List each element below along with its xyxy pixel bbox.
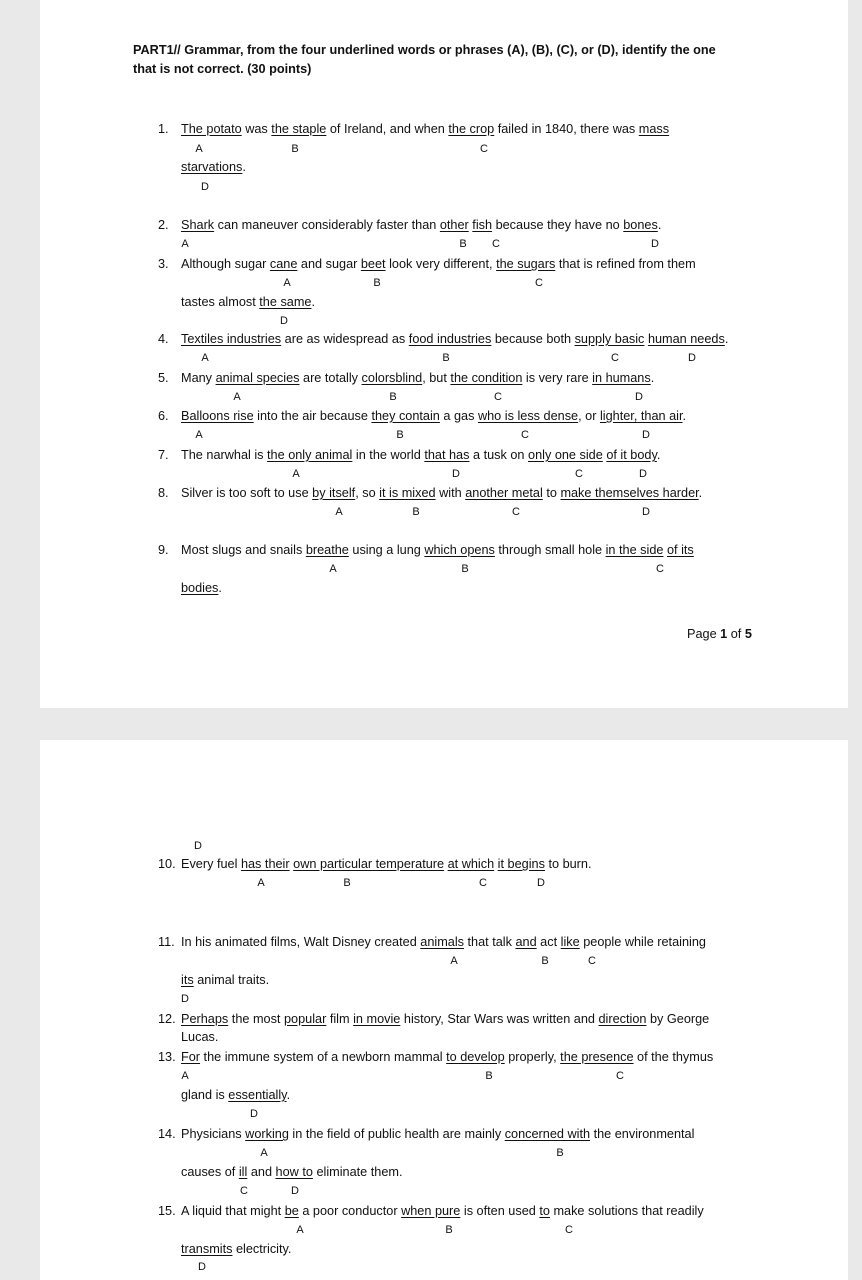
q3-label-b: B bbox=[373, 277, 381, 289]
question-12-text-line2: Lucas. bbox=[181, 1030, 219, 1044]
q7-label-c: C bbox=[575, 468, 583, 480]
q4-option-a: Textiles industries bbox=[181, 332, 282, 346]
q13-label-d: D bbox=[250, 1108, 258, 1120]
q13-option-b: to develop bbox=[446, 1050, 505, 1064]
q14-option-a: working bbox=[245, 1127, 289, 1141]
question-number-8: 8. bbox=[158, 486, 169, 500]
question-15-text: A liquid that might be a poor conductor when pure is often used to make solutions that readily bbox=[181, 1204, 704, 1218]
question-8-text: Silver is too soft to use by itself, so it is mixed with another metal to make themselves harder. bbox=[181, 486, 703, 500]
q9-label-b: B bbox=[461, 563, 469, 575]
q10-label-d: D bbox=[537, 877, 545, 889]
q9-label-a: A bbox=[329, 563, 337, 575]
question-number-6: 6. bbox=[158, 409, 169, 423]
q13-label-c: C bbox=[616, 1070, 624, 1082]
q14-option-d: how to bbox=[275, 1165, 313, 1179]
q9-option-d: bodies bbox=[181, 581, 219, 595]
q11-label-c: C bbox=[588, 955, 596, 967]
page-number: Page 1 of 5 bbox=[687, 627, 752, 641]
q13-label-a: A bbox=[181, 1070, 189, 1082]
q15-option-d: transmits bbox=[181, 1242, 233, 1256]
q15-label-c: C bbox=[565, 1224, 573, 1236]
question-number-2: 2. bbox=[158, 218, 169, 232]
q4-label-c: C bbox=[611, 352, 619, 364]
question-6-text: Balloons rise into the air because they contain a gas who is less dense, or lighter, than air. bbox=[181, 409, 687, 423]
question-number-3: 3. bbox=[158, 257, 169, 271]
question-1-text: The potato was the staple of Ireland, and when the crop failed in 1840, there was mass bbox=[181, 122, 670, 136]
q5-label-d: D bbox=[635, 391, 643, 403]
instructions-heading: PART1// Grammar, from the four underlined words or phrases (A), (B), (C), or (D), identify the one bbox=[133, 43, 716, 57]
q8-label-d: D bbox=[642, 506, 650, 518]
q8-label-c: C bbox=[512, 506, 520, 518]
q15-option-b: when pure bbox=[401, 1204, 461, 1218]
q12-option-a: Perhaps bbox=[181, 1012, 229, 1026]
question-3-text: Although sugar cane and sugar beet look very different, the sugars that is refined from them bbox=[181, 257, 696, 271]
q10-label-c: C bbox=[479, 877, 487, 889]
q9-option-a: breathe bbox=[305, 543, 349, 557]
q9-label-c: C bbox=[656, 563, 664, 575]
q4-option-b: food industries bbox=[408, 332, 492, 346]
question-number-1: 1. bbox=[158, 122, 169, 136]
q7-option-d: of it body bbox=[606, 448, 657, 462]
question-number-11: 11. bbox=[158, 935, 175, 949]
question-1-text-line2: starvations. bbox=[181, 160, 246, 174]
q1-label-c: C bbox=[480, 143, 488, 155]
q5-label-a: A bbox=[233, 391, 241, 403]
q8-label-a: A bbox=[335, 506, 343, 518]
q10-option-a: has their bbox=[240, 857, 290, 871]
q4-label-b: B bbox=[442, 352, 450, 364]
q14-label-b: B bbox=[556, 1147, 564, 1159]
q9-option-c: in the side bbox=[605, 543, 664, 557]
question-4-text: Textiles industries are as widespread as food industries because both supply basic human needs. bbox=[181, 332, 729, 346]
q3-label-c: C bbox=[535, 277, 543, 289]
q10-option-d: it begins bbox=[497, 857, 545, 871]
document-page-2 bbox=[40, 740, 848, 1280]
q6-label-d: D bbox=[642, 429, 650, 441]
instructions-heading-line2: that is not correct. (30 points) bbox=[133, 62, 312, 76]
q13-label-b: B bbox=[485, 1070, 493, 1082]
q2-label-b: B bbox=[459, 238, 467, 250]
q4-label-d: D bbox=[688, 352, 696, 364]
q2-label-d: D bbox=[651, 238, 659, 250]
q7-option-b: that has bbox=[424, 448, 470, 462]
question-9-text-line2: bodies. bbox=[181, 581, 222, 595]
question-number-12: 12. bbox=[158, 1012, 176, 1026]
q1-option-d: starvations bbox=[181, 160, 243, 174]
q11-label-a: A bbox=[450, 955, 458, 967]
q1-option-a: The potato bbox=[181, 122, 242, 136]
question-3-text-line2: tastes almost the same. bbox=[181, 295, 315, 309]
q8-option-c: another metal bbox=[465, 486, 543, 500]
q14-option-c: ill bbox=[238, 1165, 248, 1179]
q13-option-d: essentially bbox=[228, 1088, 287, 1102]
q15-option-c: to bbox=[539, 1204, 550, 1218]
question-10-text: Every fuel has their own particular temperature at which it begins to burn. bbox=[181, 857, 592, 871]
q1-label-d: D bbox=[201, 181, 209, 193]
q1-option-b: the staple bbox=[271, 122, 327, 136]
q15-label-d: D bbox=[198, 1261, 206, 1273]
question-9-text: Most slugs and snails breathe using a lung which opens through small hole in the side of its bbox=[181, 543, 694, 557]
q7-label-a: A bbox=[292, 468, 300, 480]
question-14-text-line2: causes of ill and how to eliminate them. bbox=[181, 1165, 403, 1179]
document-page-1 bbox=[40, 0, 848, 708]
q3-label-d: D bbox=[280, 315, 288, 327]
q14-label-c: C bbox=[240, 1185, 248, 1197]
q14-label-a: A bbox=[260, 1147, 268, 1159]
q11-option-b: and bbox=[515, 935, 537, 949]
q8-option-d: make themselves harder bbox=[560, 486, 699, 500]
q2-option-d: bones bbox=[623, 218, 658, 232]
q1-label-b: B bbox=[291, 143, 299, 155]
q5-option-d: in humans bbox=[592, 371, 651, 385]
q8-option-a: by itself bbox=[312, 486, 356, 500]
q6-option-c: who is less dense bbox=[477, 409, 579, 423]
q3-option-a: cane bbox=[269, 257, 298, 271]
q5-option-b: colorsblind bbox=[361, 371, 423, 385]
q13-option-c: the presence bbox=[560, 1050, 634, 1064]
q4-label-a: A bbox=[201, 352, 209, 364]
q7-option-c: only one side bbox=[528, 448, 603, 462]
question-number-14: 14. bbox=[158, 1127, 176, 1141]
q13-option-a: For bbox=[181, 1050, 201, 1064]
q12-option-c: in movie bbox=[353, 1012, 401, 1026]
q11-label-d: D bbox=[181, 993, 189, 1005]
q10-option-b: own particular temperature bbox=[293, 857, 445, 871]
question-number-4: 4. bbox=[158, 332, 169, 346]
q9-option-d-part1: of its bbox=[666, 543, 694, 557]
q2-label-a: A bbox=[181, 238, 189, 250]
q4-option-d: human needs bbox=[647, 332, 725, 346]
q5-option-a: animal species bbox=[215, 371, 300, 385]
q11-option-c: like bbox=[560, 935, 580, 949]
question-13-text-line2: gland is essentially. bbox=[181, 1088, 291, 1102]
question-12-text: Perhaps the most popular film in movie history, Star Wars was written and direction by George bbox=[181, 1012, 710, 1026]
q7-label-d-first: D bbox=[452, 468, 460, 480]
q5-option-c: the condition bbox=[450, 371, 523, 385]
q6-option-b: they contain bbox=[371, 409, 440, 423]
q1-option-c: the crop bbox=[448, 122, 495, 136]
q5-label-b: B bbox=[389, 391, 397, 403]
q6-option-d: lighter, than air bbox=[599, 409, 683, 423]
q3-option-b: beet bbox=[360, 257, 386, 271]
q11-option-a: animals bbox=[420, 935, 464, 949]
q4-option-c: supply basic bbox=[574, 332, 645, 346]
question-5-text: Many animal species are totally colorsblind, but the condition is very rare in humans. bbox=[181, 371, 655, 385]
question-2-text: Shark can maneuver considerably faster than other fish because they have no bones. bbox=[181, 218, 662, 232]
question-number-10: 10. bbox=[158, 857, 176, 871]
q8-option-b: it is mixed bbox=[379, 486, 436, 500]
question-11-text: In his animated films, Walt Disney created animals that talk and act like people while retaining bbox=[181, 935, 706, 949]
q1-label-a: A bbox=[195, 143, 203, 155]
question-11-text-line2: its animal traits. bbox=[181, 973, 270, 987]
q3-option-d: the same bbox=[259, 295, 312, 309]
q15-label-b: B bbox=[445, 1224, 453, 1236]
q11-label-b: B bbox=[541, 955, 549, 967]
q3-label-a: A bbox=[283, 277, 291, 289]
q2-option-c: fish bbox=[472, 218, 493, 232]
q5-label-c: C bbox=[494, 391, 502, 403]
q6-label-b: B bbox=[396, 429, 404, 441]
q6-label-c: C bbox=[521, 429, 529, 441]
q12-option-b: popular bbox=[283, 1012, 327, 1026]
question-13-text: For the immune system of a newborn mammal to develop properly, the presence of the thymus bbox=[181, 1050, 714, 1064]
question-number-15: 15. bbox=[158, 1204, 176, 1218]
q6-option-a: Balloons rise bbox=[181, 409, 254, 423]
q6-label-a: A bbox=[195, 429, 203, 441]
q7-label-d: D bbox=[639, 468, 647, 480]
q10-label-a: A bbox=[257, 877, 265, 889]
q12-option-d: direction bbox=[598, 1012, 647, 1026]
q14-label-d: D bbox=[291, 1185, 299, 1197]
q2-label-c: C bbox=[492, 238, 500, 250]
question-7-text: The narwhal is the only animal in the world that has a tusk on only one side of it body. bbox=[181, 448, 661, 462]
question-14-text: Physicians working in the field of public health are mainly concerned with the environmental bbox=[181, 1127, 695, 1141]
question-number-5: 5. bbox=[158, 371, 169, 385]
question-number-9: 9. bbox=[158, 543, 169, 557]
q1-option-d-part1: mass bbox=[638, 122, 670, 136]
question-15-text-line2: transmits electricity. bbox=[181, 1242, 292, 1256]
q10-label-d-top: D bbox=[194, 840, 202, 852]
q10-label-b: B bbox=[343, 877, 351, 889]
q11-option-d: its bbox=[181, 973, 194, 987]
q3-option-c: the sugars bbox=[496, 257, 556, 271]
q15-label-a: A bbox=[296, 1224, 304, 1236]
q2-option-b: other bbox=[439, 218, 469, 232]
q2-option-a: Shark bbox=[181, 218, 215, 232]
q14-option-b: concerned with bbox=[504, 1127, 591, 1141]
question-number-7: 7. bbox=[158, 448, 169, 462]
q8-label-b: B bbox=[412, 506, 420, 518]
q10-option-c: at which bbox=[447, 857, 495, 871]
q7-option-a: the only animal bbox=[267, 448, 353, 462]
q15-option-a: be bbox=[284, 1204, 299, 1218]
q9-option-b: which opens bbox=[424, 543, 495, 557]
question-number-13: 13. bbox=[158, 1050, 176, 1064]
